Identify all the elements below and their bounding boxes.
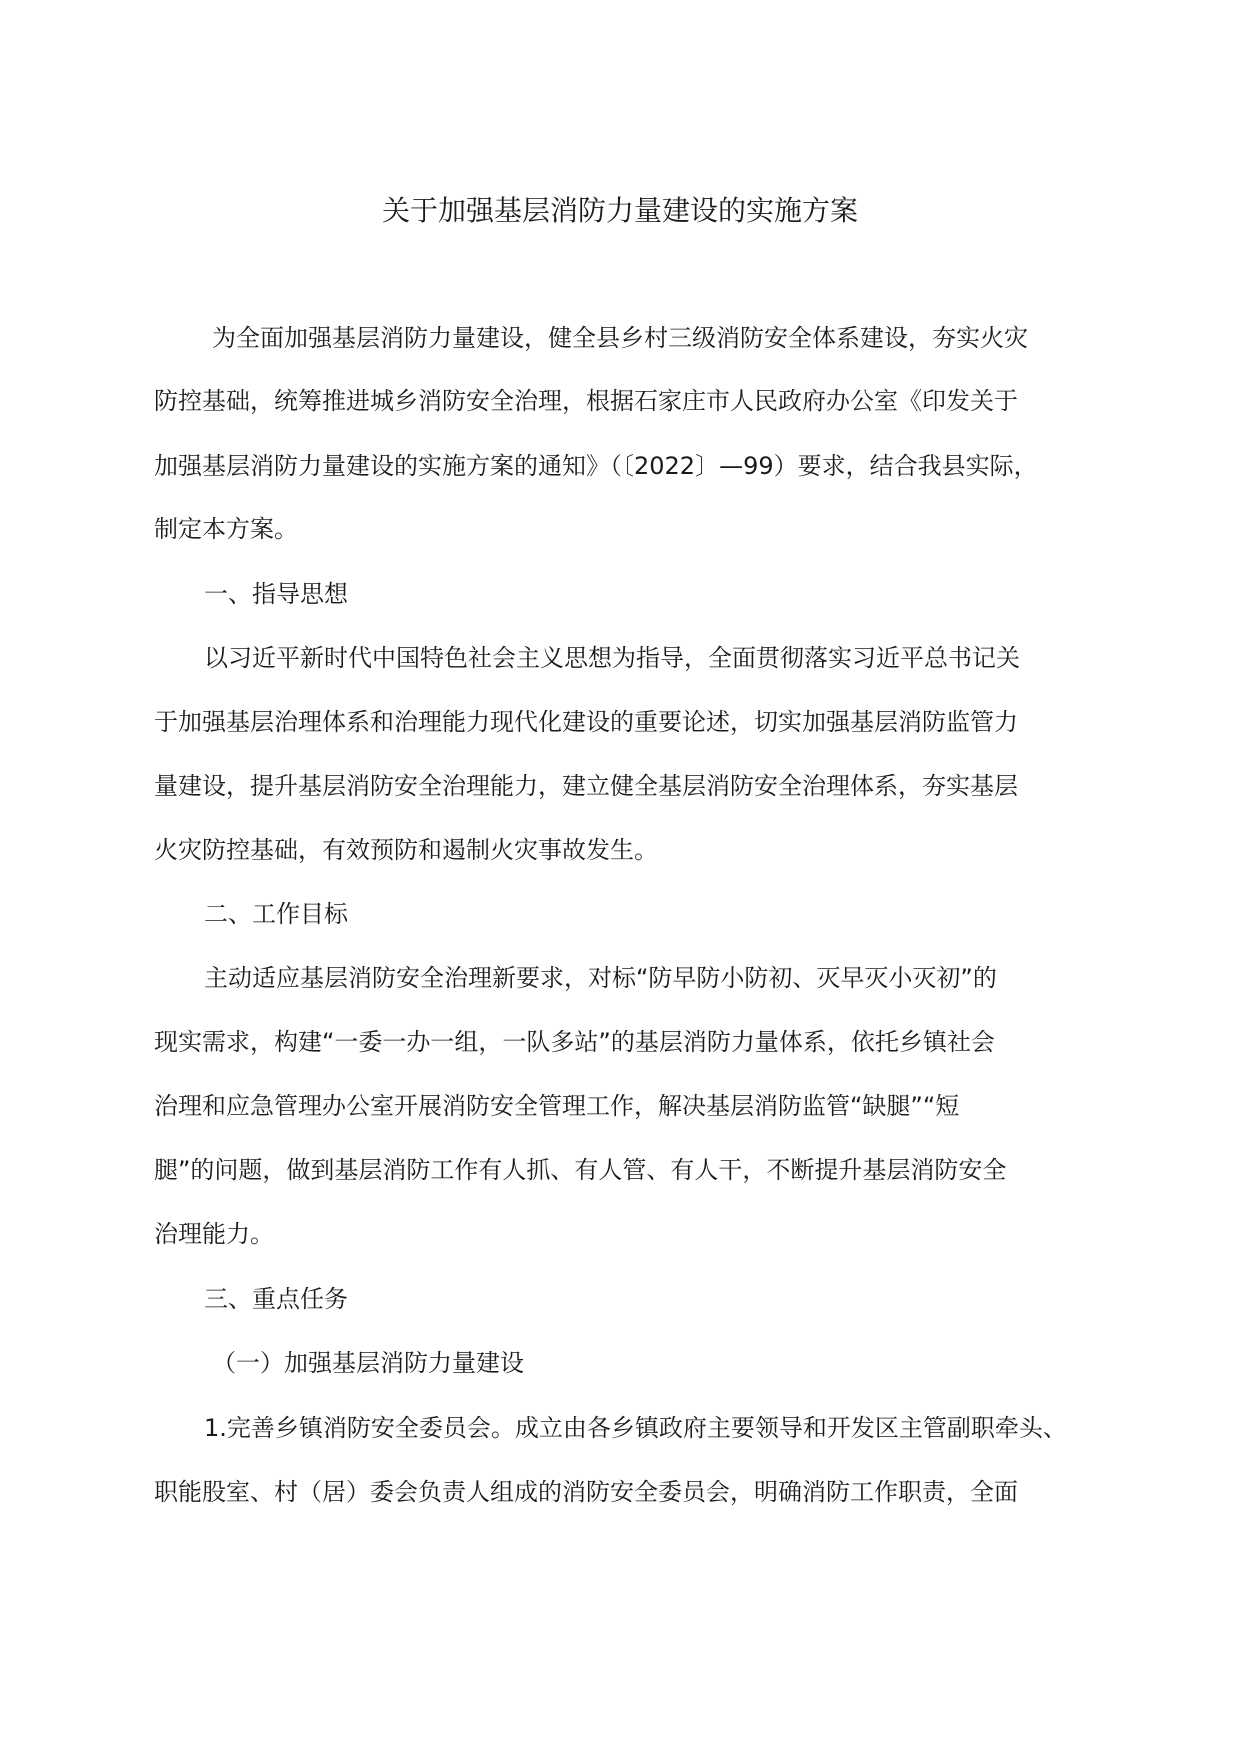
- goals-paragraph-line-4: 腿”的问题，做到基层消防工作有人抓、有人管、有人干，不断提升基层消防安全: [154, 1156, 1007, 1184]
- goals-paragraph-line-3: 治理和应急管理办公室开展消防安全管理工作，解决基层消防监管“缺腿”“短: [154, 1092, 960, 1120]
- section-heading-work-goals: 二、工作目标: [204, 900, 348, 928]
- section-heading-key-tasks: 三、重点任务: [204, 1285, 348, 1313]
- section-heading-guiding-ideology: 一、指导思想: [204, 580, 348, 608]
- guiding-paragraph-line-4: 火灾防控基础，有效预防和遏制火灾事故发生。: [154, 836, 658, 864]
- goals-paragraph-line-2: 现实需求，构建“一委一办一组，一队多站”的基层消防力量体系，依托乡镇社会: [154, 1028, 995, 1056]
- intro-paragraph-line-1: 为全面加强基层消防力量建设，健全县乡村三级消防安全体系建设，夯实火灾: [212, 324, 1028, 352]
- document-title: 关于加强基层消防力量建设的实施方案: [381, 194, 858, 227]
- intro-paragraph-line-3: 加强基层消防力量建设的实施方案的通知》（〔2022〕—99）要求，结合我县实际，: [154, 452, 1038, 480]
- guiding-paragraph-line-1: 以习近平新时代中国特色社会主义思想为指导，全面贯彻落实习近平总书记关: [204, 644, 1020, 672]
- goals-paragraph-line-1: 主动适应基层消防安全治理新要求，对标“防早防小防初、灭早灭小灭初”的: [204, 964, 997, 992]
- intro-paragraph-line-2: 防控基础，统筹推进城乡消防安全治理，根据石家庄市人民政府办公室《印发关于: [154, 387, 1018, 415]
- guiding-paragraph-line-3: 量建设，提升基层消防安全治理能力，建立健全基层消防安全治理体系，夯实基层: [154, 772, 1018, 800]
- goals-paragraph-line-5: 治理能力。: [154, 1220, 274, 1248]
- subsection-heading-strengthen-forces: （一）加强基层消防力量建设: [212, 1349, 524, 1377]
- guiding-paragraph-line-2: 于加强基层治理体系和治理能力现代化建设的重要论述，切实加强基层消防监管力: [154, 708, 1018, 736]
- intro-paragraph-line-4: 制定本方案。: [154, 515, 298, 543]
- task-paragraph-line-1: 1.完善乡镇消防安全委员会。成立由各乡镇政府主要领导和开发区主管副职牵头、: [204, 1414, 1067, 1442]
- task-paragraph-line-2: 职能股室、村（居）委会负责人组成的消防安全委员会，明确消防工作职责，全面: [154, 1478, 1018, 1506]
